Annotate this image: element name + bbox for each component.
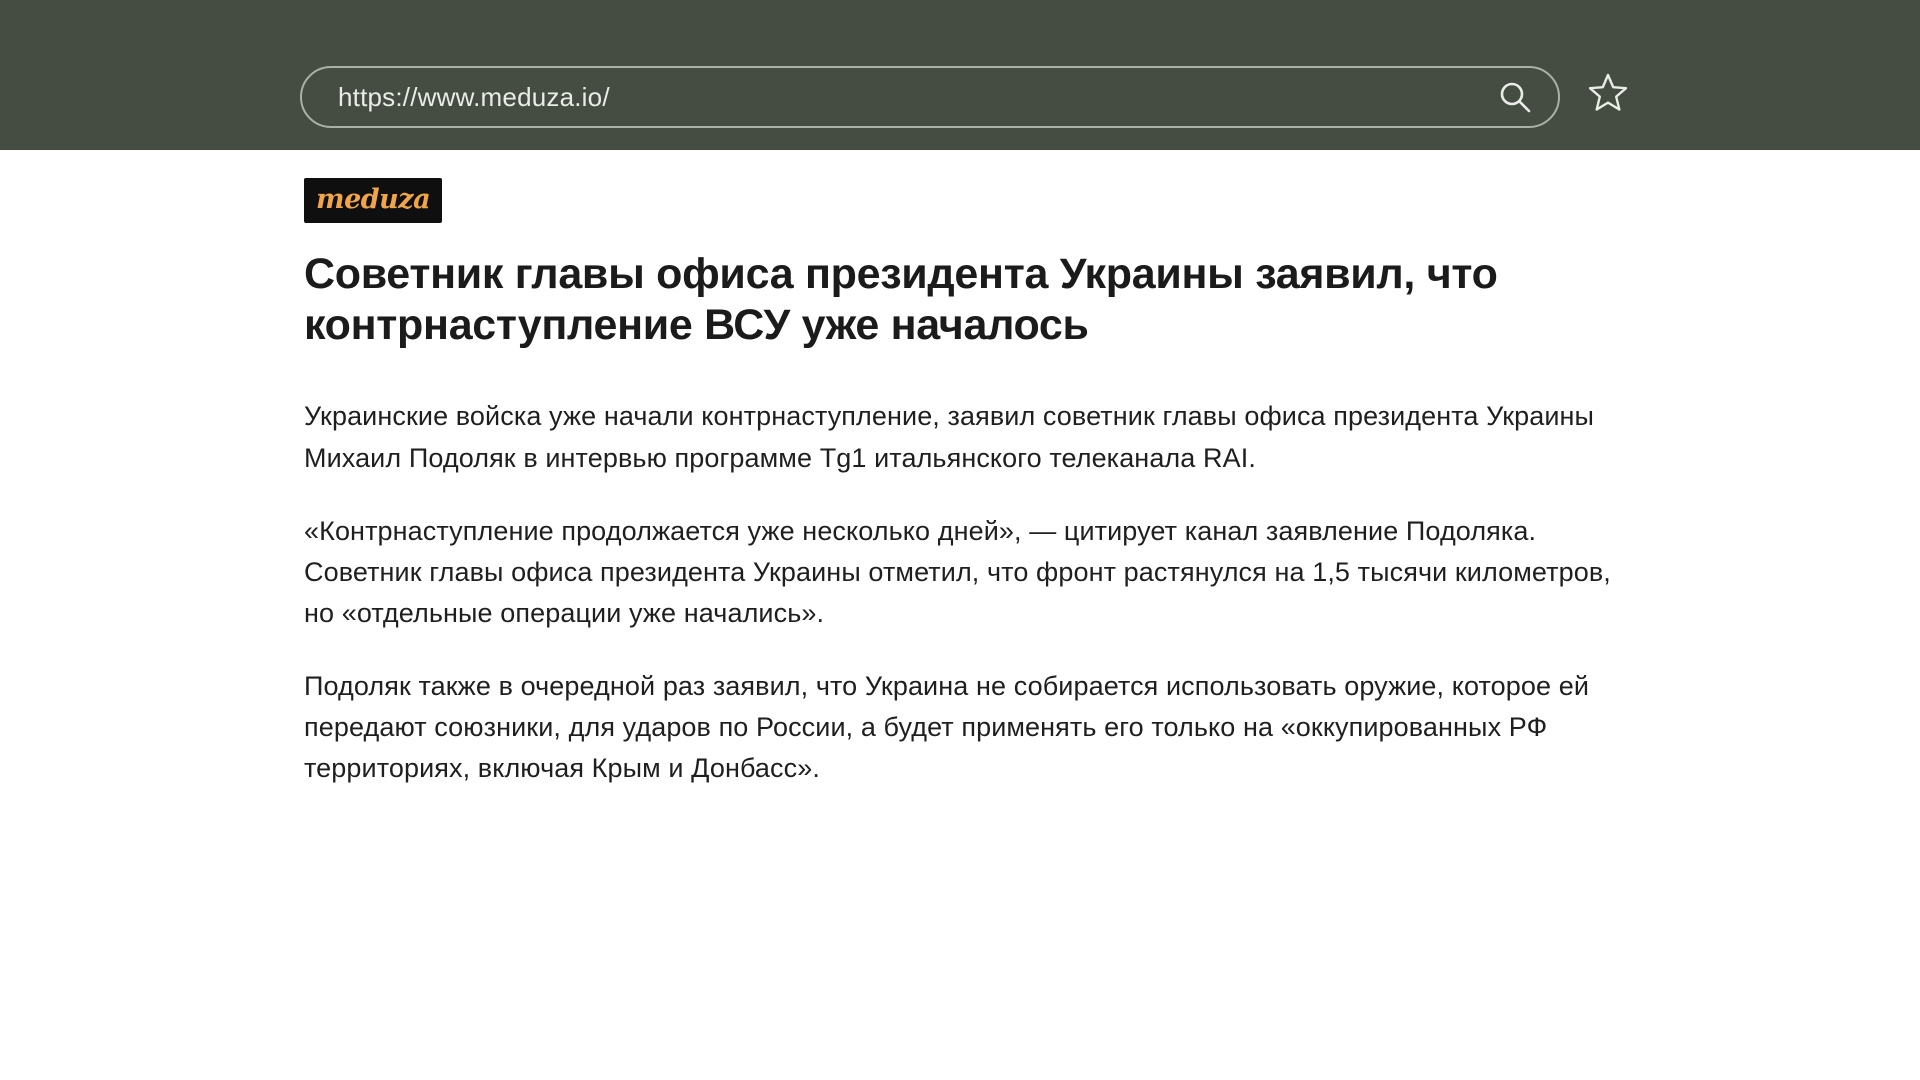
page-content (0, 150, 1920, 1080)
article-paragraph: Подоляк также в очередной раз заявил, что Украина не собирается использовать оружие, которое ей передают союзники, для ударов по России, а будет применять его только на «оккупированных РФ территориях, включая Крым и Донбасс». (304, 670, 1589, 783)
browser-toolbar (0, 0, 1920, 150)
meduza-logo[interactable]: meduza (304, 178, 442, 223)
article-body (304, 396, 1644, 788)
search-icon[interactable] (1498, 80, 1532, 114)
address-bar-url[interactable]: https://www.meduza.io/ (338, 81, 610, 112)
article-container (304, 150, 1644, 789)
article-paragraph: Украинские войска уже начали контрнаступление, заявил советник главы офиса президента Украины Михаил Подоляк в интервью программе Tg1 итальянского телеканала RAI. (304, 401, 1595, 473)
page-title: Советник главы офиса президента Украины заявил, что контрнаступление ВСУ уже началось (304, 250, 1498, 349)
star-icon[interactable] (1588, 72, 1628, 114)
address-bar[interactable] (300, 66, 1560, 128)
article-paragraph: «Контрнаступление продолжается уже несколько дней», — цитирует канал заявление Подоляка. Советник главы офиса президента Украины отметил, что фронт растянулся на 1,5 тысячи километров, но «отдельные операции уже начались». (304, 515, 1611, 628)
